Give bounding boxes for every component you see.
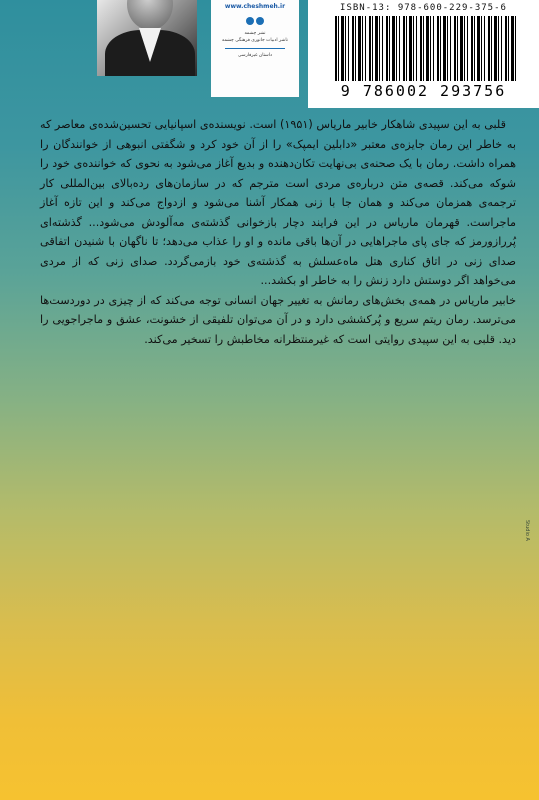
designer-mark: Studio A (524, 520, 530, 541)
isbn-label: ISBN-13: 978-600-229-375-6 (340, 3, 507, 13)
publisher-logo-icon (246, 14, 264, 28)
publisher-website: www.cheshmeh.ir (224, 3, 286, 10)
publisher-label-top: نشر چشمه (244, 31, 266, 36)
blurb-paragraph-2: خابیر ماریاس در همه‌ی بخش‌های رمانش به تغییر جهان انسانی توجه می‌کند که از چیزی در دوردست‌ها می‌ترسد. رمان ریتم سریع و پُرکششی دارد و در آن می‌توان تلفیقی از خشونت، عشق و ماجراجویی را دید. قلبی به این سپیدی روایتی است که غیرمنتظرانه مخاطبش را تسخیر می‌کند. (40, 293, 516, 346)
publisher-label-bottom: داستان غیرفارسی (238, 53, 272, 58)
blurb-paragraph-1: قلبی به این سپیدی شاهکار خابیر ماریاس (۱۹۵۱) است. نویسنده‌ی اسپانیایی تحسین‌شده‌ی معاصر که به خاطر این رمان جایزه‌ی معتبر «دابلین ایمپک» را از آن خود کرد و شگفتی انبوهی از خوانندگان را همراه داشت. رمان با یک صحنه‌ی بی‌نهایت تکان‌دهنده و بدیع آغاز می‌شود به نحوی که خواننده‌ی خود را شوکه می‌کند. قصه‌ی متن درباره‌ی مردی است مترجم که در سازمان‌های رده‌بالای بین‌المللی کار ترجمه‌ی همزمان می‌کند و همان جا با زنی همکار آشنا می‌شود و ازدواج می‌کند و این تازه آغاز ماجراست. قهرمان ماریاس در این فرایند دچار بازخوانی گذشته‌ی مه‌آلودش می‌شود... گذشته‌ای پُررازورمز که جای پای ماجراهایی در آن‌ها باقی مانده و او را عذاب می‌دهد؛ تا ناگهان با شنیدن اتفاقی صدای زنی در اتاق کناری هتل ماه‌عسلش به گذشته‌ی خود بازمی‌گردد. صدای زنی که از مردی می‌خواهد اگر دوستش دارد زنش را به خاطر او بکشد... (40, 118, 516, 287)
back-cover-blurb (40, 115, 516, 349)
publisher-panel (211, 0, 299, 97)
barcode-panel (308, 0, 539, 108)
publisher-divider (225, 48, 285, 49)
author-photo-head (127, 0, 173, 30)
author-photo (97, 0, 197, 76)
barcode-digits: 9 786002 293756 (340, 82, 507, 100)
barcode-icon (335, 16, 517, 81)
publisher-label-mid: ناشر ادبیات جانوری فرهنگی چشمه (222, 38, 288, 43)
